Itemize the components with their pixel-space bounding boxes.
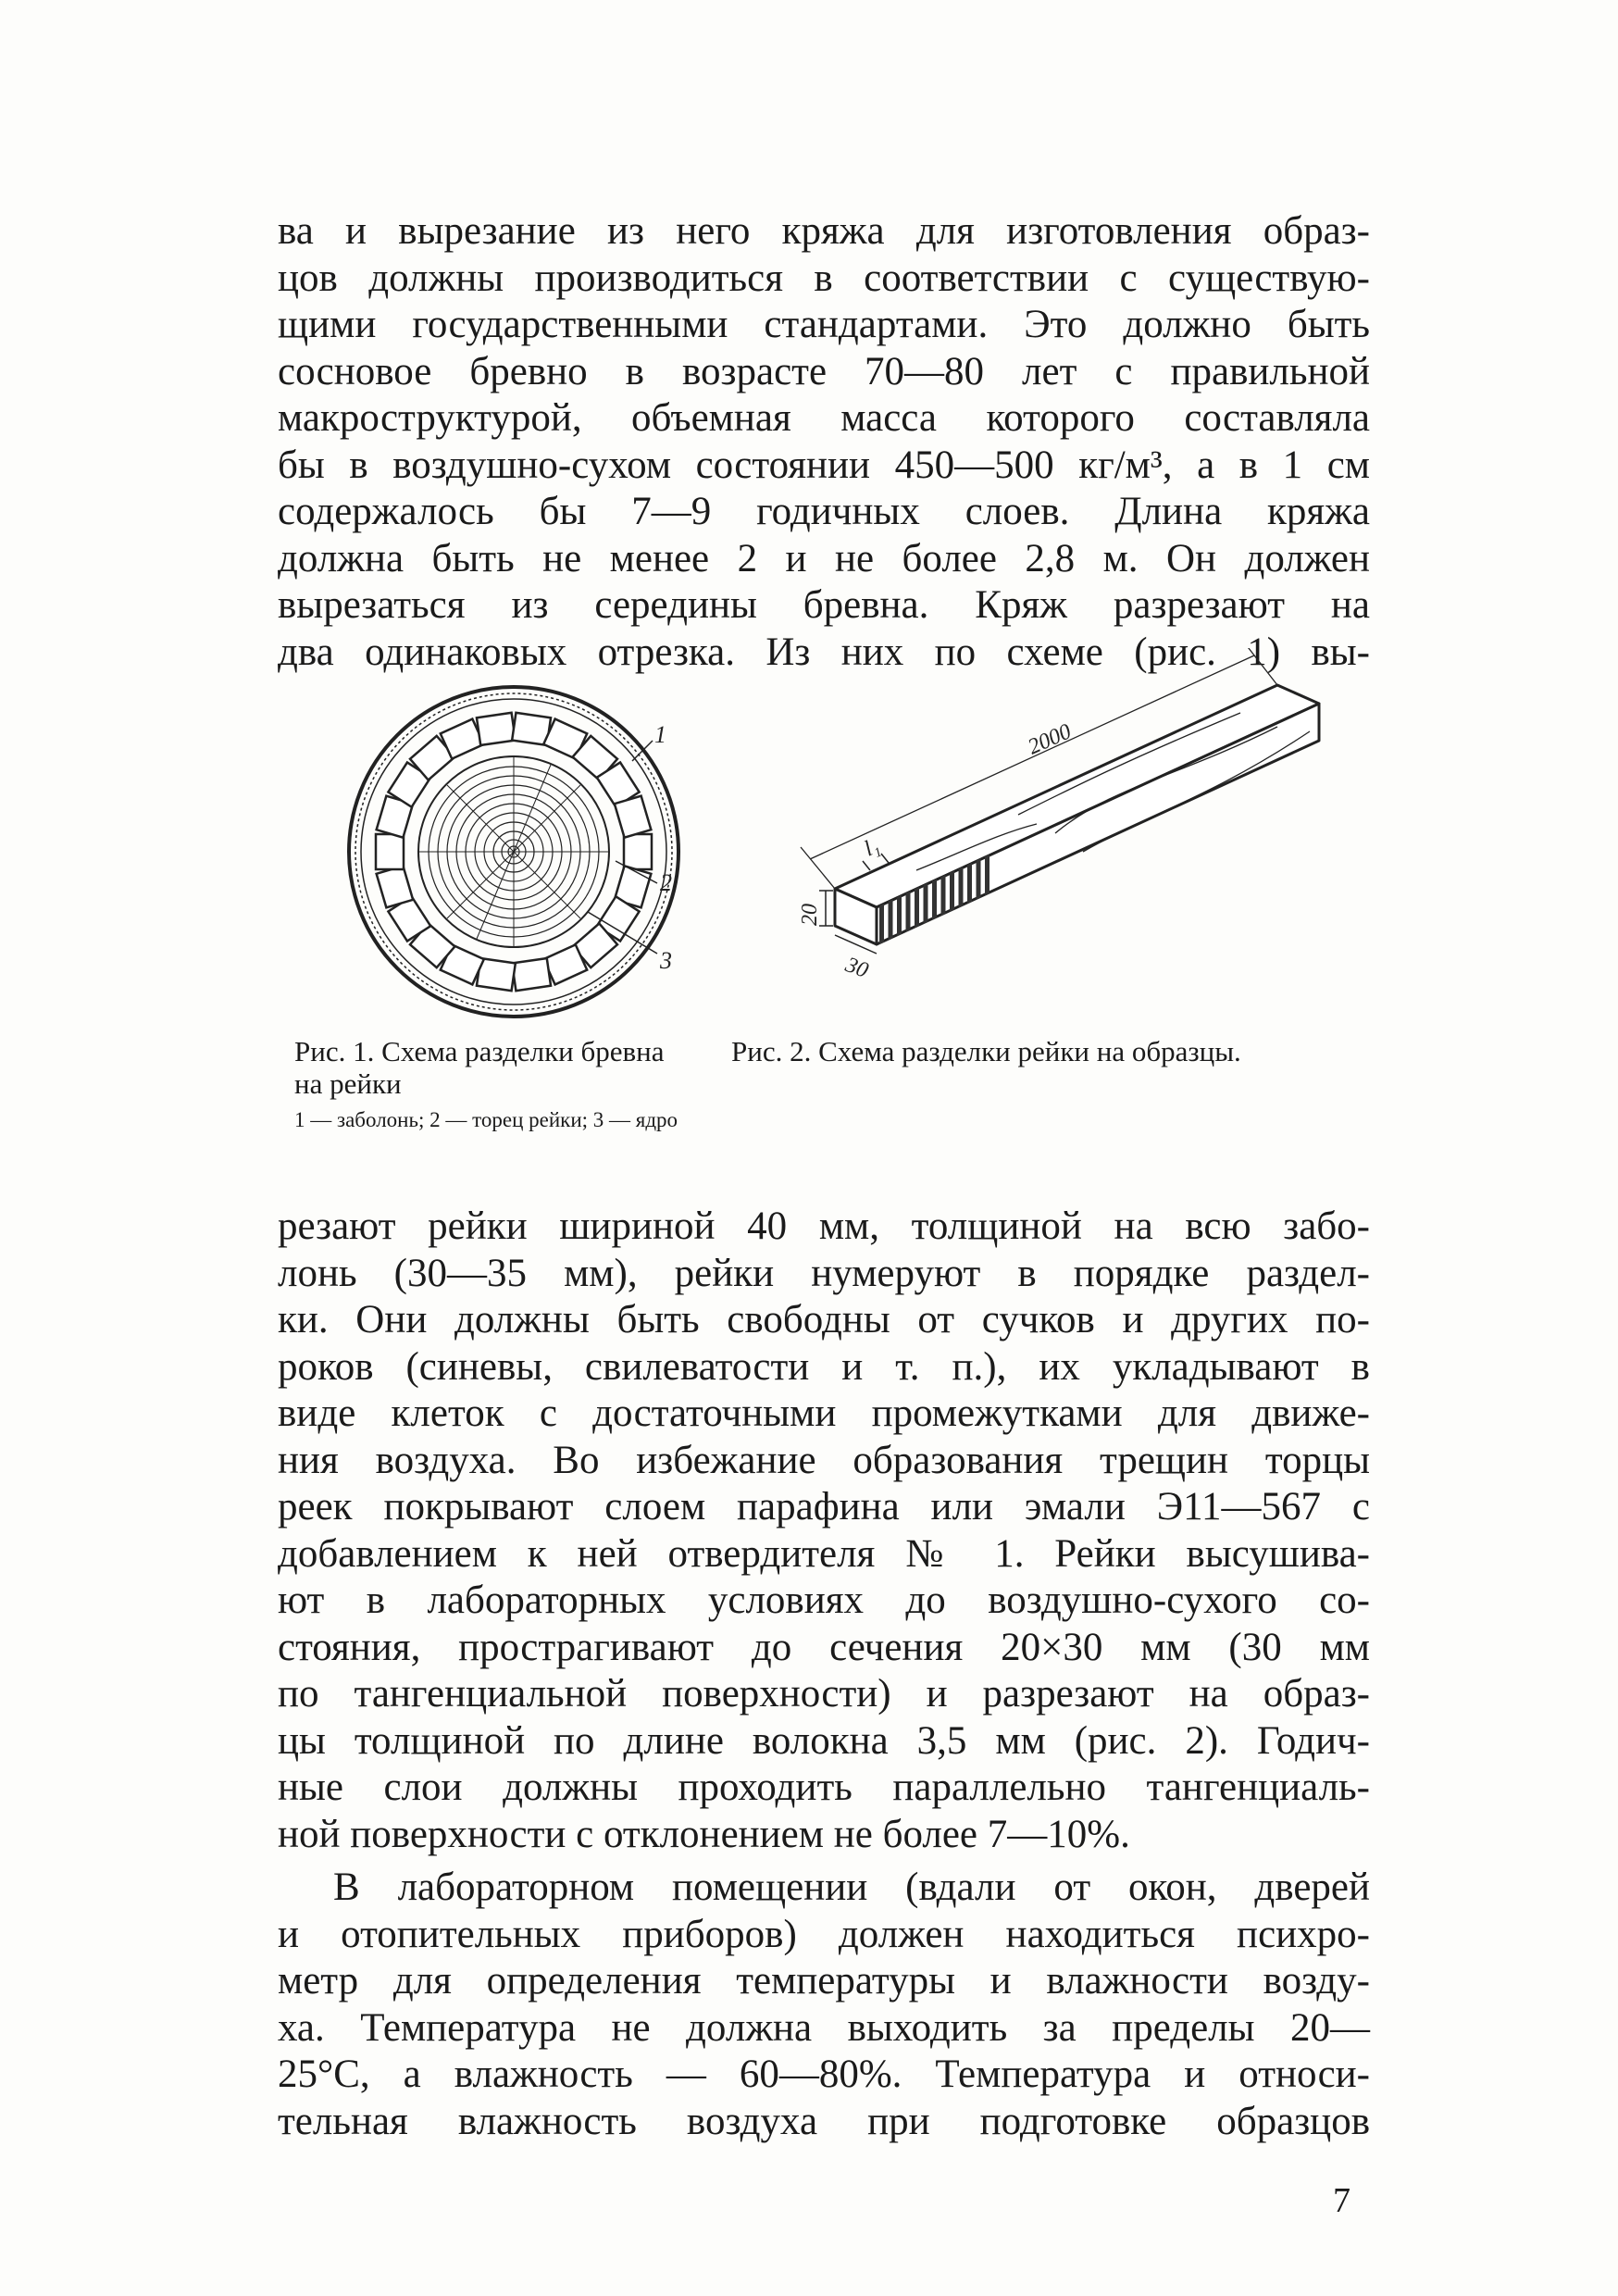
log-cross-section-figure [338,676,708,1046]
specimen-slice [879,904,884,944]
paragraph-1 [278,208,1370,676]
specimen-slice [915,887,919,928]
text-line: два одинаковых отрезка. Из них по схеме (рис. 1) вы- [278,630,1370,674]
figure-1-legend [294,1106,683,1133]
text-line: роков (синевы, свилеватости и т. п.), их укладывают в [278,1344,1370,1389]
legend-strip-end: 2 — торец рейки; [429,1108,589,1131]
strip-end [377,866,414,907]
figure-1-caption: Рис. 1. Схема разделки бревна на рейки [294,1035,665,1100]
specimen-slice [985,855,989,895]
dim-slice: l₁ [860,833,884,862]
paragraph-2 [278,1204,1370,1858]
text-line: метр для определения температуры и влажности возду- [278,1959,1370,2003]
text-line: резают рейки шириной 40 мм, толщиной на всю забо- [278,1204,1370,1248]
text-line: лонь (30—35 мм), рейки нумеруют в порядке раздел- [278,1251,1370,1295]
strip-end [624,834,652,869]
text-line: ния воздуха. Во избежание образования трещин торцы [278,1438,1370,1482]
text-line: содержалось бы 7—9 годичных слоев. Длина кряжа [278,490,1370,533]
specimen-slice [977,858,981,899]
text-line: ной поверхности с отклонением не более 7—10%. [278,1812,1130,1856]
text-line: стояния, прострагивают до сечения 20×30 мм (30 мм [278,1625,1370,1669]
figure-2-caption: Рис. 2. Схема разделки рейки на образцы. [731,1035,1241,1067]
specimen-slice [941,875,946,916]
specimen-slice [932,879,937,919]
label-sapwood: 1 [654,721,666,748]
specimen-slice [906,892,911,932]
specimen-slice [959,867,964,907]
strip-end [477,713,516,745]
strip-end [512,958,551,991]
strip-specimens-figure [778,648,1379,1009]
text-line: 25°С, а влажность — 60—80%. Температура и относи- [278,2053,1370,2096]
text-line: ют в лабораторных условиях до воздушно-сухого со- [278,1578,1370,1622]
specimen-slice [967,863,972,904]
text-line: ва и вырезание из него кряжа для изготовления образ- [278,209,1370,253]
text-line: ха. Температура не должна выходить за пределы 20— [278,2005,1370,2050]
page-number: 7 [1333,2181,1350,2220]
text-line: и отопительных приборов) должен находиться психро- [278,1912,1370,1956]
text-line: цы толщиной по длине волокна 3,5 мм (рис. 2). Годич- [278,1718,1370,1763]
text-line: ные слои должны проходить параллельно тангенциаль- [278,1766,1370,1809]
text-line: бы в воздушно-сухом состоянии 450—500 кг/м³, а в 1 см [278,443,1370,487]
label-core: 3 [660,947,672,974]
specimen-slice [897,895,902,936]
specimen-slice [950,871,954,912]
specimen-slice [889,899,893,940]
label-strip-end: 2 [660,869,672,896]
dim-width: 30 [841,953,872,983]
strip-end [615,796,652,838]
text-line: должна быть не менее 2 и не более 2,8 м. Он должен [278,536,1370,580]
text-line: ки. Они должны быть свободны от сучков и других по- [278,1298,1370,1341]
legend-sapwood: 1 — заболонь; [294,1108,425,1131]
text-line: тельная влажность воздуха при подготовке образцов [278,2099,1370,2143]
dim-length: 2000 [1024,719,1076,760]
text-line: реек покрывают слоем парафина или эмали Э11—567 с [278,1485,1370,1529]
text-line: щими государственными стандартами. Это должно быть [278,303,1370,346]
legend-core: 3 — ядро [592,1108,678,1131]
text-line: добавлением к ней отвердителя № 1. Рейки высушива- [278,1531,1370,1576]
text-line: виде клеток с достаточными промежутками для движе- [278,1391,1370,1435]
text-line: вырезаться из середины бревна. Кряж разрезают на [278,583,1370,627]
text-line: по тангенциальной поверхности) и разрезают на образ- [278,1672,1370,1716]
text-line: цов должны производиться в соответствии с существую- [278,256,1370,300]
strip-end [376,834,404,869]
paragraph-3 [278,1865,1370,2145]
text-line: В лабораторном помещении (вдали от окон, дверей [333,1866,1370,1909]
text-line: макроструктурой, объемная масса которого составляла [278,396,1370,440]
specimen-slice [924,883,928,924]
dim-height: 20 [798,904,822,926]
text-line: сосновое бревно в возрасте 70—80 лет с правильной [278,349,1370,393]
